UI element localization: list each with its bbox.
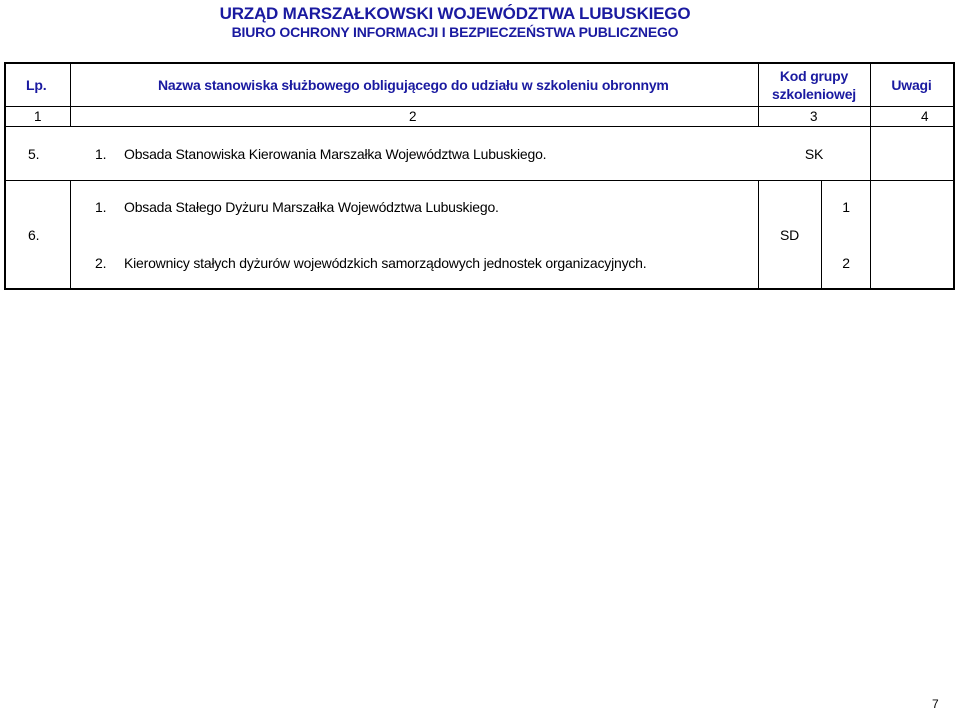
- col-divider-lp-row6: [70, 180, 71, 290]
- column-header-name: Nazwa stanowiska służbowego obligującego do udziału w szkoleniu obronnym: [158, 77, 669, 93]
- row-5-code: SK: [804, 146, 824, 162]
- document-subtitle: BIURO OCHRONY INFORMACJI I BEZPIECZEŃSTWA PUBLICZNEGO: [231, 24, 679, 40]
- col-divider-sub-row6: [821, 180, 822, 290]
- row-6-subnumber-2: 2: [842, 255, 850, 271]
- row-6-code: SD: [779, 227, 800, 243]
- row-divider: [6, 180, 953, 181]
- column-number-4: 4: [921, 109, 929, 124]
- col-divider-code-row5: [870, 126, 871, 180]
- column-number-3: 3: [810, 109, 818, 124]
- row-5-lp: 5.: [28, 146, 40, 162]
- row-5-item-1-number: 1.: [95, 146, 107, 162]
- training-table: [4, 62, 955, 290]
- row-6-lp: 6.: [28, 227, 40, 243]
- page-number: 7: [932, 697, 939, 711]
- col-divider-code: [870, 64, 871, 126]
- row-6-item-2-text: Kierownicy stałych dyżurów wojewódzkich samorządowych jednostek organizacyjnych.: [124, 255, 647, 271]
- column-header-lp: Lp.: [26, 77, 47, 93]
- document-title: URZĄD MARSZAŁKOWSKI WOJEWÓDZTWA LUBUSKIEGO: [219, 4, 691, 23]
- column-header-notes: Uwagi: [891, 77, 932, 93]
- row-6-item-1-number: 1.: [95, 199, 107, 215]
- column-header-code-line1: Kod grupy: [779, 68, 849, 84]
- column-header-code-line2: szkoleniowej: [772, 86, 856, 102]
- col-divider-code-row6: [870, 180, 871, 290]
- col-divider-lp: [70, 64, 71, 126]
- header-divider: [6, 106, 953, 107]
- column-number-2: 2: [409, 109, 417, 124]
- row-6-item-2-number: 2.: [95, 255, 107, 271]
- row-5-item-1-text: Obsada Stanowiska Kierowania Marszałka Województwa Lubuskiego.: [124, 146, 547, 162]
- column-number-1: 1: [34, 109, 42, 124]
- numbers-divider: [6, 126, 953, 127]
- row-6-item-1-text: Obsada Stałego Dyżuru Marszałka Województwa Lubuskiego.: [124, 199, 499, 215]
- row-6-subnumber-1: 1: [842, 199, 850, 215]
